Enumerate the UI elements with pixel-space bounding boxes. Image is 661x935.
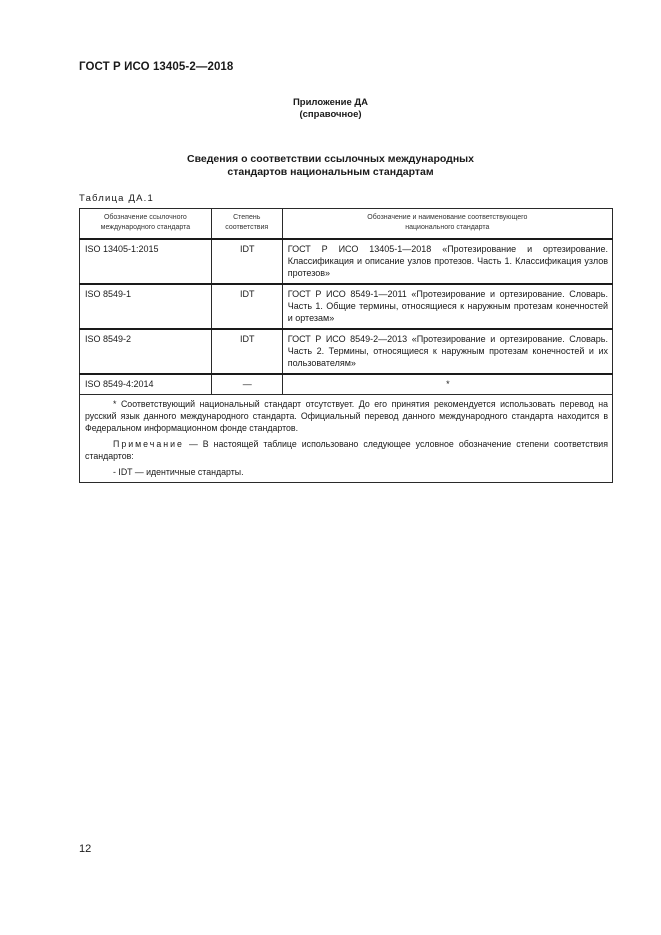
document-title-line2: стандартов национальным стандартам [227, 166, 434, 178]
note-list-item: - IDT — идентичные стандарты. [113, 467, 244, 477]
document-title [0, 153, 661, 179]
column-header-degree [211, 209, 282, 240]
table-notes-cell [80, 395, 613, 483]
column-header-degree-line1: Степень [233, 214, 261, 221]
column-header-intl [80, 209, 212, 240]
table-notes-row [80, 395, 613, 483]
table-row [80, 284, 613, 329]
footnote-text: * Соответствующий национальный стандарт отсутствует. До его принятия рекомендуется использовать перевод на русский язык данного международного стандарта. Официальный перевод данного международного стандарта находится в Федеральном информационном фонде стандартов. [85, 399, 608, 433]
column-header-degree-line2: соответствия [225, 224, 269, 231]
national-standard-cell: ГОСТ Р ИСО 8549-2—2013 «Протезирование и ортезирование. Словарь. Часть 2. Термины, относящиеся к наружным протезам конечностей и их пользователям» [282, 329, 612, 374]
document-title-line1: Сведения о соответствии ссылочных международных [187, 153, 474, 165]
table-row [80, 239, 613, 284]
note-text: — В настоящей таблице использовано следующее условное обозначение степени соответствия стандартов: [85, 439, 608, 461]
column-header-national-line1: Обозначение и наименование соответствующего [367, 214, 528, 221]
degree-cell: IDT [211, 284, 282, 329]
column-header-intl-line1: Обозначение ссылочного [103, 214, 187, 221]
correspondence-table [79, 208, 613, 483]
appendix-title: Приложение ДА [292, 97, 369, 108]
intl-standard-cell: ISO 8549-2 [80, 329, 212, 374]
appendix-subtitle: (справочное) [299, 109, 362, 120]
degree-cell: — [211, 374, 282, 395]
table-header-row [80, 209, 613, 240]
page-number: 12 [79, 843, 92, 855]
intl-standard-cell: ISO 8549-4:2014 [80, 374, 212, 395]
degree-cell: IDT [211, 239, 282, 284]
intl-standard-cell: ISO 13405-1:2015 [80, 239, 212, 284]
column-header-national-line2: национального стандарта [405, 224, 490, 231]
column-header-intl-line2: международного стандарта [100, 224, 191, 231]
national-standard-cell: * [282, 374, 612, 395]
intl-standard-cell: ISO 8549-1 [80, 284, 212, 329]
degree-cell: IDT [211, 329, 282, 374]
standard-code-header: ГОСТ Р ИСО 13405-2—2018 [79, 61, 234, 73]
note-label: Примечание [113, 439, 184, 449]
national-standard-cell: ГОСТ Р ИСО 13405-1—2018 «Протезирование и ортезирование. Классификация и описание узлов протезов. Часть 1. Классификация узлов протезов» [282, 239, 612, 284]
table-label: Таблица ДА.1 [79, 193, 154, 204]
table-row [80, 374, 613, 395]
table-row [80, 329, 613, 374]
column-header-national [282, 209, 612, 240]
note-paragraph [85, 438, 608, 462]
appendix-heading [0, 97, 661, 121]
national-standard-cell: ГОСТ Р ИСО 8549-1—2011 «Протезирование и ортезирование. Словарь. Часть 1. Общие термины, относящиеся к наружным протезам конечностей и ортезам» [282, 284, 612, 329]
